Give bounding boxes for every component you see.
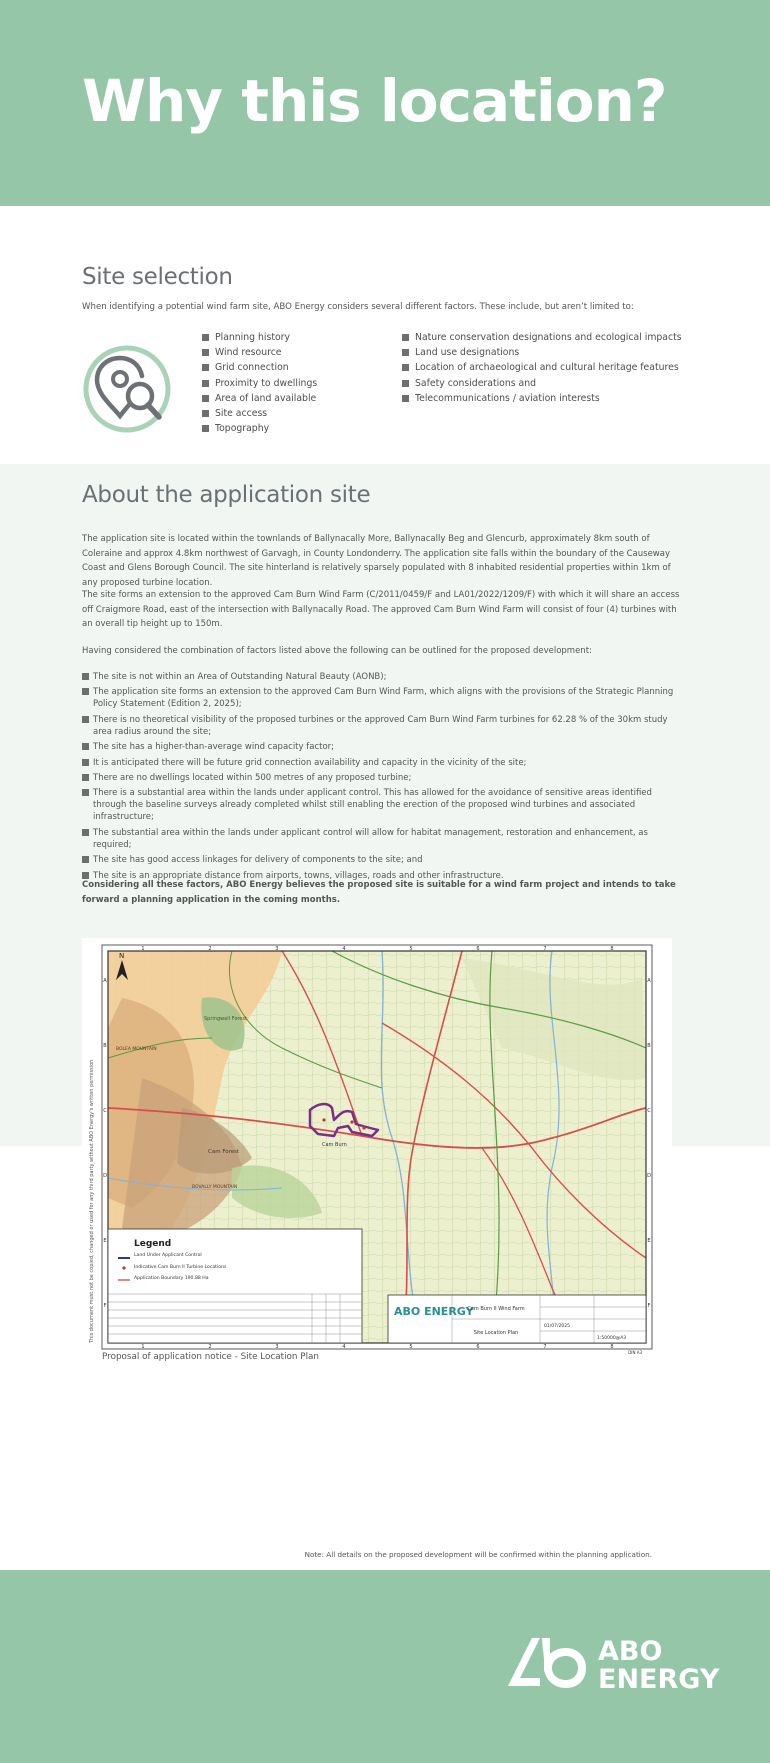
grid-label: 5 (409, 946, 413, 952)
grid-label: 6 (476, 1344, 480, 1350)
grid-label: D (647, 1173, 651, 1179)
list-item: Planning history (202, 330, 317, 345)
site-selection-section (0, 206, 770, 464)
header-band (0, 0, 770, 206)
grid-label: 2 (208, 1344, 212, 1350)
grid-label: 8 (610, 1344, 614, 1350)
site-selection-heading: Site selection (82, 264, 233, 290)
grid-label: 1 (141, 1344, 145, 1350)
place-label: Cam Forest (208, 1149, 240, 1155)
legend-item-label: Application Boundary 190.88 Ha (134, 1276, 209, 1281)
grid-label: 8 (610, 946, 614, 952)
map-caption: Proposal of application notice - Site Location Plan (102, 1352, 320, 1362)
grid-label: 7 (543, 946, 547, 952)
list-item: There is a substantial area within the lands under applicant control. This has allowed for the avoidance of sensitive areas identified through the baseline surveys already completed whilst still enabling the erection of the proposed wind turbines and associated infrastructure; (82, 787, 682, 823)
title-block-date: 01/07/2025 (544, 1324, 570, 1329)
grid-label: F (647, 1303, 651, 1309)
copyright-notice: This document must not be copied, changed or used for any third party without ABO Energy's written permission (89, 1059, 95, 1343)
factor-list-right (402, 330, 682, 406)
list-item: The application site forms an extension to the approved Cam Burn Wind Farm, which aligns with the provisions of the Strategic Planning Policy Statement (Edition 2, 2025); (82, 686, 682, 710)
footnote: Note: All details on the proposed development will be confirmed within the planning application. (304, 1550, 652, 1559)
site-location-map (82, 938, 672, 1356)
grid-label: F (103, 1303, 107, 1309)
list-item: Topography (202, 421, 317, 436)
list-item: There are no dwellings located within 500 metres of any proposed turbine; (82, 772, 682, 784)
list-item: The site has a higher-than-average wind capacity factor; (82, 741, 682, 753)
list-item: Site access (202, 406, 317, 421)
about-conclusion: Considering all these factors, ABO Energy believes the proposed site is suitable for a wind farm project and intends to take forward a planning application in the coming months. (82, 880, 676, 905)
grid-label: 3 (275, 1344, 279, 1350)
list-item: Location of archaeological and cultural heritage features (402, 360, 682, 375)
about-heading: About the application site (82, 482, 371, 508)
list-item: Grid connection (202, 360, 317, 375)
list-item: The site has good access linkages for delivery of components to the site; and (82, 854, 682, 866)
title-block-sheet: DIN A3 (628, 1350, 642, 1355)
grid-label: A (103, 978, 107, 984)
svg-text:N: N (119, 952, 125, 960)
legend-item-label: Land Under Applicant Control (134, 1253, 202, 1258)
factor-list-left (202, 330, 317, 436)
place-label: Cam Burn (322, 1142, 347, 1148)
list-item: It is anticipated there will be future grid connection availability and capacity in the vicinity of the site; (82, 757, 682, 769)
place-label: BOLEA MOUNTAIN (116, 1047, 157, 1052)
grid-label: A (647, 978, 651, 984)
grid-label: E (103, 1238, 107, 1244)
list-item: Safety considerations and (402, 376, 682, 391)
abo-energy-logo (506, 1630, 720, 1695)
grid-label: 3 (275, 946, 279, 952)
title-block-scale: 1:50000@A3 (597, 1336, 627, 1341)
title-block-plan: Site Location Plan (473, 1330, 519, 1336)
grid-label: 2 (208, 946, 212, 952)
grid-label: 7 (543, 1344, 547, 1350)
place-label: Springwell Forest (204, 1016, 248, 1022)
title-block-company: ABO ENERGY (394, 1305, 474, 1318)
grid-label: D (103, 1173, 107, 1179)
grid-label: 4 (342, 946, 346, 952)
grid-label: 1 (141, 946, 145, 952)
list-item: Nature conservation designations and ecological impacts (402, 330, 682, 345)
grid-label: C (103, 1108, 107, 1114)
title-block-project: Cam Burn II Wind Farm (467, 1306, 525, 1312)
list-item: Area of land available (202, 391, 317, 406)
legend-title: Legend (134, 1239, 172, 1249)
grid-label: B (103, 1043, 107, 1049)
list-item: Proximity to dwellings (202, 376, 317, 391)
list-item: There is no theoretical visibility of the proposed turbines or the approved Cam Burn Wind Farm turbines for 62.28 % of the 30km study area radius around the site; (82, 714, 682, 738)
grid-label: 6 (476, 946, 480, 952)
location-search-icon (82, 344, 172, 434)
grid-label: E (647, 1238, 651, 1244)
map-drawing (82, 938, 672, 1356)
site-selection-intro: When identifying a potential wind farm site, ABO Energy considers several different factors. These include, but aren’t limited to: (82, 302, 634, 312)
page-title: Why this location? (82, 67, 667, 135)
list-item: The substantial area within the lands under applicant control will allow for habitat management, restoration and enhancement, as required; (82, 827, 682, 851)
place-label: BOVALLY MOUNTAIN (192, 1185, 238, 1190)
grid-label: 5 (409, 1344, 413, 1350)
about-bullet-list (82, 671, 682, 885)
list-item: The site is not within an Area of Outstanding Natural Beauty (AONB); (82, 671, 682, 683)
about-paragraph-factors: Having considered the combination of factors listed above the following can be outlined for the proposed development: (82, 646, 592, 656)
grid-label: B (647, 1043, 651, 1049)
list-item: Land use designations (402, 345, 682, 360)
about-paragraph-location: The application site is located within the townlands of Ballynacally More, Ballynacally Beg and Glencurb, approximately 8km south of Coleraine and approx 4.8km northwest of Garvagh, in County Londonderry. The application site falls within the boundary of the Causeway Coast and Glens Borough Council. The site hinterland is relatively sparsely populated with 8 inhabited residential properties within 1km of any proposed turbine location. (82, 534, 671, 588)
list-item: The site is an appropriate distance from airports, towns, villages, roads and other infrastructure. (82, 870, 682, 882)
logo-text-line2: ENERGY (598, 1664, 720, 1695)
grid-label: C (647, 1108, 651, 1114)
list-item: Wind resource (202, 345, 317, 360)
logo-text-line1: ABO (598, 1636, 663, 1667)
list-item: Telecommunications / aviation interests (402, 391, 682, 406)
legend-item-label: Indicative Cam Burn II Turbine Locations (134, 1265, 227, 1270)
grid-label: 4 (342, 1344, 346, 1350)
about-paragraph-extension: The site forms an extension to the approved Cam Burn Wind Farm (C/2011/0459/F and LA01/2022/1209/F) with which it will share an access off Craigmore Road, east of the intersection with Ballynacally Road. The approved Cam Burn Wind Farm will consist of four (4) turbines with an overall tip height up to 150m. (82, 590, 680, 630)
